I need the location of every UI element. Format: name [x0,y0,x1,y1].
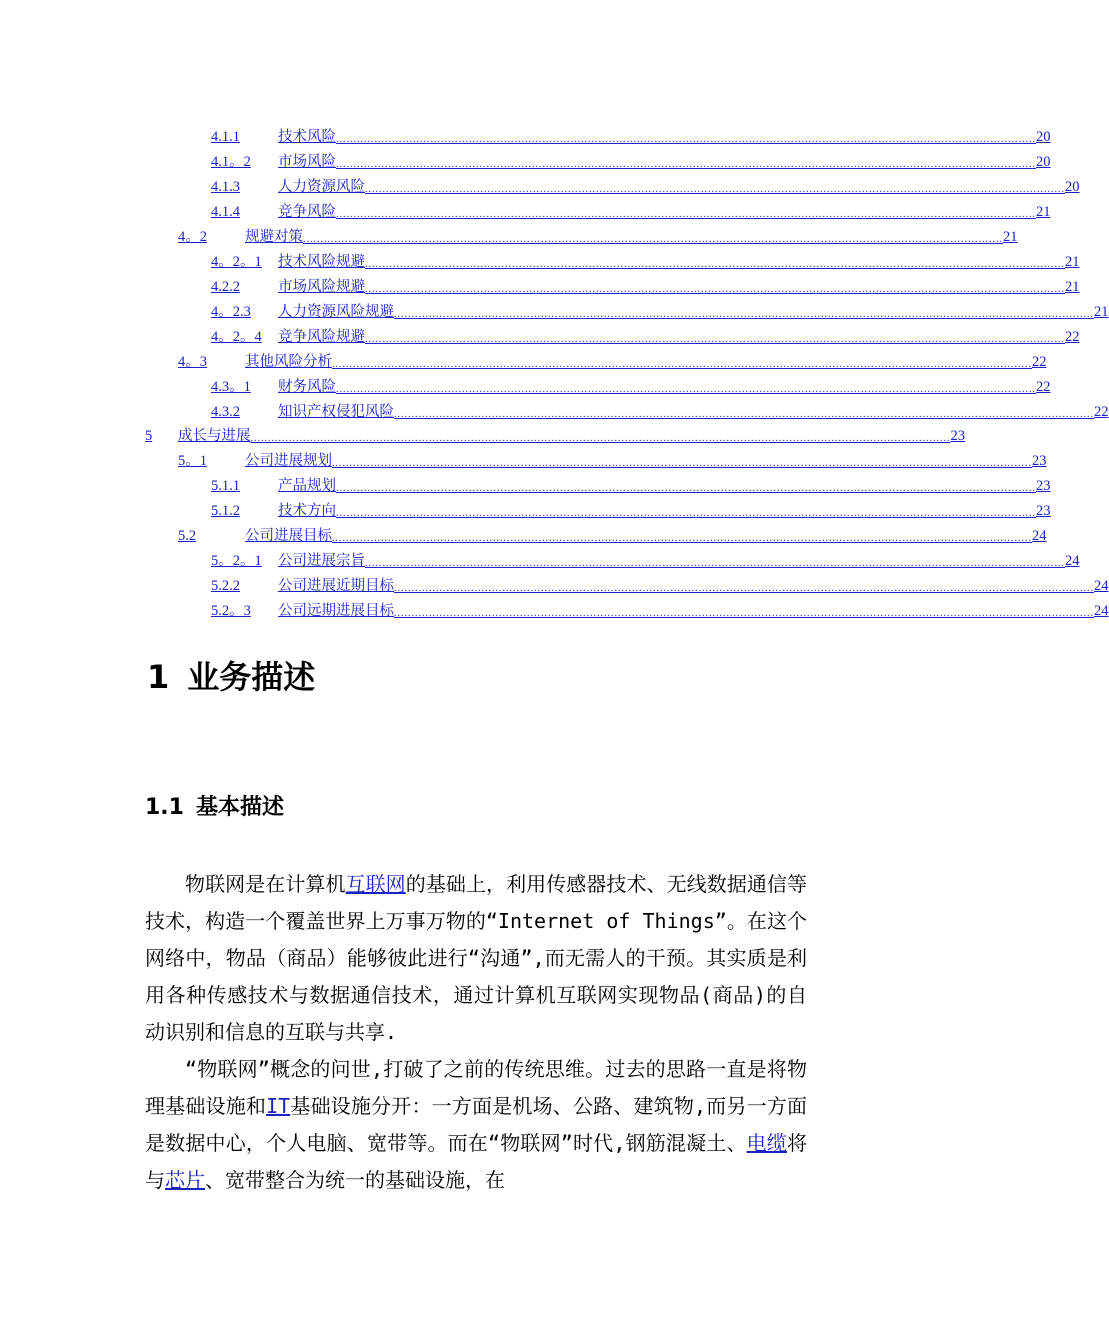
toc-number: 4。2 [178,229,207,245]
toc-leader: ........................................................................................................................................................................................................ [365,259,1065,270]
toc-title: 技术风险规避 [278,254,365,270]
toc-number: 4.1.4 [211,204,240,220]
toc-entry[interactable] [211,326,1080,348]
text-run: “物联网”概念的问世,打破了之前的传统思维。过去的思路一直是将物理基础设施和 [145,1057,807,1118]
toc-title: 公司进展近期目标 [278,578,394,594]
toc-page: 22 [1036,379,1051,395]
toc-leader: ........................................................................................................................................................................................................ [332,533,1032,544]
toc-page: 22 [1065,329,1080,345]
toc-number: 4.3.2 [211,404,240,420]
toc-title: 规避对策 [245,229,303,245]
toc-number: 4。2。4 [211,329,262,345]
section-heading-1-1 [145,790,284,821]
toc-entry[interactable] [211,126,1051,148]
toc-entry[interactable] [211,475,1051,497]
toc-title: 财务风险 [278,379,336,395]
toc-leader: ........................................................................................................................................................................................................ [336,134,1036,145]
it-link[interactable]: IT [266,1094,291,1118]
toc-title: 技术方向 [278,503,336,519]
toc-page: 21 [1036,204,1051,220]
toc-number: 5。2。1 [211,553,262,569]
toc-page: 22 [1032,354,1047,370]
toc-number: 4.2.2 [211,279,240,295]
toc-title: 公司进展目标 [245,528,332,544]
toc-number: 4.1.3 [211,179,240,195]
toc-number: 4。2。1 [211,254,262,270]
toc-title: 产品规划 [278,478,336,494]
toc-leader: ........................................................................................................................................................................................................ [332,359,1032,370]
toc-entry[interactable] [211,401,1109,423]
toc-entry[interactable] [145,425,965,447]
toc-title: 公司远期进展目标 [278,603,394,619]
toc-number: 4。3 [178,354,207,370]
cable-link[interactable]: 电缆 [746,1131,788,1155]
toc-leader: ........................................................................................................................................................................................................ [332,458,1032,469]
toc-entry[interactable] [211,500,1051,522]
toc-entry[interactable] [178,450,1047,472]
toc-leader: ........................................................................................................................................................................................................ [336,483,1036,494]
toc-number: 5.1.2 [211,503,240,519]
toc-number: 4。2.3 [211,304,251,320]
paragraph [145,1051,807,1199]
toc-number: 4.1.1 [211,129,240,145]
toc-leader: ........................................................................................................................................................................................................ [365,184,1065,195]
toc-page: 24 [1094,603,1109,619]
subsection-number: 1.1 [145,795,184,820]
toc-page: 23 [1032,453,1047,469]
section-title: 业务描述 [187,658,316,696]
text-run: 的基础上，利用传感器技术、无线数据通信等技术，构造一个覆盖世界上万事万物的“Internet of Things”。在这个网络中，物品（商品）能够彼此进行“沟通”,而无需人的干预。其实质是利用各种传感技术与数据通信技术，通过计算机互联网实现物品(商品)的自动识别和信息的互联与共享. [145,872,808,1044]
subsection-title: 基本描述 [195,795,284,820]
toc-entry[interactable] [211,301,1109,323]
toc-page: 24 [1032,528,1047,544]
toc-title: 其他风险分析 [245,354,332,370]
toc-number: 5 [145,428,153,444]
body-text [145,866,807,1199]
toc-title: 知识产权侵犯风险 [278,404,394,420]
internet-link[interactable]: 互联网 [345,872,406,896]
toc-page: 21 [1065,279,1080,295]
toc-number: 5.1.1 [211,478,240,494]
toc-page: 23 [1036,503,1051,519]
toc-leader: ........................................................................................................................................................................................................ [250,433,951,444]
toc-leader: ........................................................................................................................................................................................................ [336,508,1036,519]
toc-leader: ........................................................................................................................................................................................................ [394,583,1094,594]
toc-leader: ........................................................................................................................................................................................................ [365,284,1065,295]
toc-leader: ........................................................................................................................................................................................................ [365,334,1065,345]
toc-entry[interactable] [211,276,1080,298]
text-run: 将与 [145,1131,808,1192]
toc-number: 5。1 [178,453,207,469]
text-run: 基础设施分开：一方面是机场、公路、建筑物,而另一方面是数据中心，个人电脑、宽带等。而在“物联网”时代,钢筋混凝土、 [145,1094,808,1155]
toc-number: 4.3。1 [211,379,251,395]
toc-page: 20 [1036,154,1051,170]
toc-title: 市场风险规避 [278,279,365,295]
toc-leader: ........................................................................................................................................................................................................ [394,309,1094,320]
toc-entry[interactable] [178,351,1047,373]
text-run: 物联网是在计算机 [185,872,346,896]
toc-number: 5.2.2 [211,578,240,594]
toc-title: 成长与进展 [178,428,251,444]
toc-entry[interactable] [211,376,1051,398]
toc-leader: ........................................................................................................................................................................................................ [394,409,1094,420]
toc-page: 23 [1036,478,1051,494]
text-run: 、宽带整合为统一的基础设施，在 [205,1168,505,1192]
toc-page: 22 [1094,404,1109,420]
toc-entry[interactable] [211,201,1051,223]
toc-entry[interactable] [178,226,1018,248]
paragraph [145,866,807,1051]
toc-entry[interactable] [211,176,1080,198]
toc-leader: ........................................................................................................................................................................................................ [365,558,1065,569]
chip-link[interactable]: 芯片 [165,1168,205,1192]
toc-page: 24 [1094,578,1109,594]
toc-leader: ........................................................................................................................................................................................................ [336,384,1036,395]
toc-title: 市场风险 [278,154,336,170]
toc-title: 公司进展规划 [245,453,332,469]
toc-page: 20 [1036,129,1051,145]
toc-title: 技术风险 [278,129,336,145]
toc-entry[interactable] [211,575,1109,597]
toc-page: 23 [950,428,965,444]
toc-leader: ........................................................................................................................................................................................................ [394,608,1094,619]
toc-number: 5.2。3 [211,603,251,619]
section-number: 1 [147,658,170,696]
toc-entry[interactable] [211,550,1080,572]
toc-leader: ........................................................................................................................................................................................................ [303,234,1003,245]
toc-number: 5.2 [178,528,197,544]
toc-page: 21 [1003,229,1018,245]
toc-leader: ........................................................................................................................................................................................................ [336,159,1036,170]
toc-entry[interactable] [211,151,1051,173]
toc-title: 人力资源风险规避 [278,304,394,320]
toc-entry[interactable] [178,525,1047,547]
toc-page: 20 [1065,179,1080,195]
toc-entry[interactable] [211,251,1080,273]
toc-leader: ........................................................................................................................................................................................................ [336,209,1036,220]
toc-page: 24 [1065,553,1080,569]
toc-entry[interactable] [211,600,1109,622]
toc-title: 竞争风险规避 [278,329,365,345]
toc-title: 公司进展宗旨 [278,553,365,569]
section-heading-1 [147,652,315,698]
toc-number: 4.1。2 [211,154,251,170]
toc-title: 竞争风险 [278,204,336,220]
toc-title: 人力资源风险 [278,179,365,195]
toc-page: 21 [1065,254,1080,270]
toc-page: 21 [1094,304,1109,320]
